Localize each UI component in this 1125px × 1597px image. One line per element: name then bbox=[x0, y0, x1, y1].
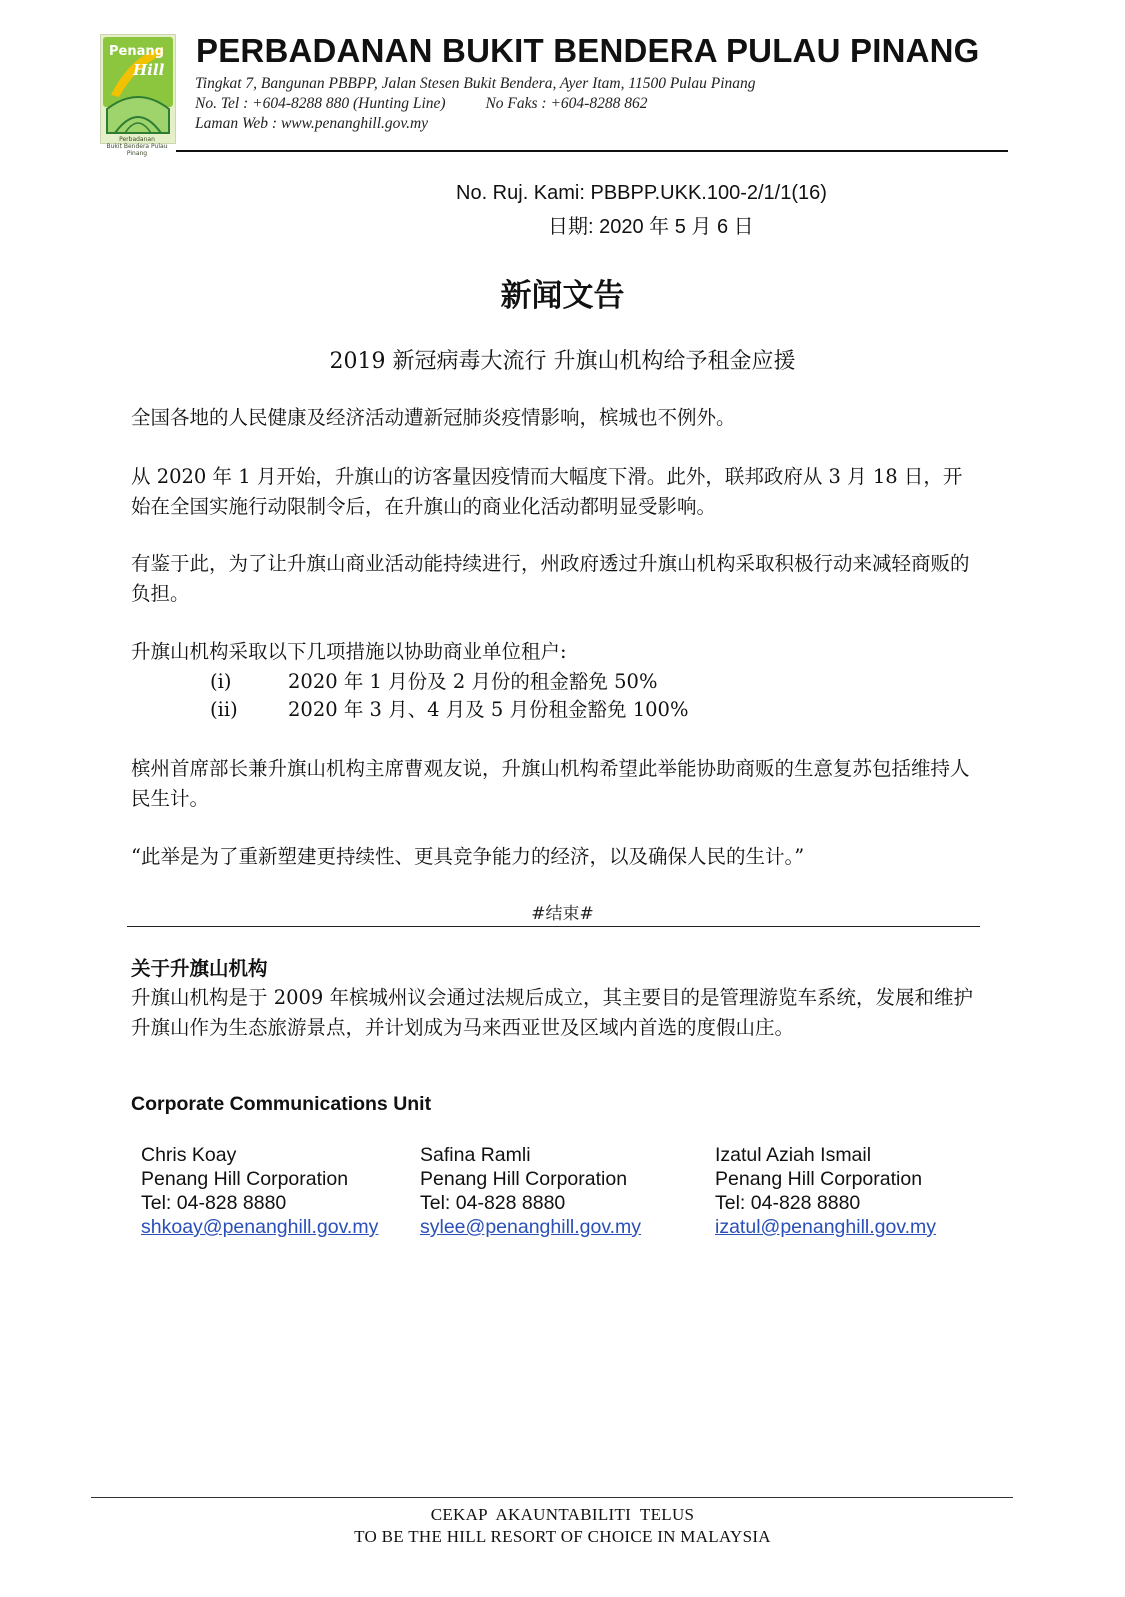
about-heading: 关于升旗山机构 bbox=[131, 957, 268, 980]
reference-number: No. Ruj. Kami: PBBPP.UKK.100-2/1/1(16) bbox=[456, 182, 827, 204]
letterhead-divider bbox=[176, 150, 1008, 152]
contact-email-link[interactable]: shkoay@penanghill.gov.my bbox=[141, 1216, 379, 1238]
contact-phone: Tel: 04-828 8880 bbox=[420, 1192, 566, 1214]
communications-unit-heading: Corporate Communications Unit bbox=[131, 1093, 432, 1115]
contact-organization: Penang Hill Corporation bbox=[141, 1168, 349, 1190]
contact-card bbox=[715, 1143, 936, 1239]
footer-motto: CEKAP AKAUNTABILITI TELUS bbox=[430, 1505, 695, 1524]
quote-paragraph: “此举是为了重新塑建更持续性、更具竞争能力的经济，以及确保人民的生计。” bbox=[131, 845, 805, 868]
list-item-text: 2020 年 1 月份及 2 月份的租金豁免 50% bbox=[288, 670, 658, 693]
contact-name: Chris Koay bbox=[141, 1144, 237, 1166]
contact-phone: Tel: 04-828 8880 bbox=[141, 1192, 287, 1214]
contact-organization: Penang Hill Corporation bbox=[420, 1168, 628, 1190]
contact-card bbox=[141, 1143, 378, 1239]
organization-name: PERBADANAN BUKIT BENDERA PULAU PINANG bbox=[196, 32, 980, 69]
end-mark: #结束# bbox=[531, 904, 594, 924]
logo-caption-2: Bukit Bendera Pulau Pinang bbox=[106, 143, 168, 157]
logo-word-2: Hill bbox=[133, 61, 165, 79]
address-line: Tingkat 7, Bangunan PBBPP, Jalan Stesen Bukit Bendera, Ayer Itam, 11500 Pulau Pinang bbox=[195, 75, 756, 92]
press-headline: 2019 新冠病毒大流行 升旗山机构给予租金应援 bbox=[329, 349, 796, 374]
paragraph-3: 有鉴于此，为了让升旗山商业活动能持续进行，州政府透过升旗山机构采取积极行动来减轻商贩的负担。 bbox=[131, 552, 970, 605]
about-text: 升旗山机构是于 2009 年槟城州议会通过法规后成立，其主要目的是管理游览车系统，发展和维护升旗山作为生态旅游景点，并计划成为马来西亚世及区域内首选的度假山庄。 bbox=[131, 986, 974, 1039]
contact-card bbox=[420, 1143, 641, 1239]
contact-name: Izatul Aziah Ismail bbox=[715, 1144, 872, 1166]
paragraph-1: 全国各地的人民健康及经济活动遭新冠肺炎疫情影响，槟城也不例外。 bbox=[131, 406, 736, 429]
list-item-number: (i) bbox=[210, 670, 232, 693]
contact-organization: Penang Hill Corporation bbox=[715, 1168, 923, 1190]
list-item-number: (ii) bbox=[210, 698, 238, 721]
list-item-text: 2020 年 3 月、4 月及 5 月份租金豁免 100% bbox=[288, 698, 689, 721]
contact-phone: Tel: 04-828 8880 bbox=[715, 1192, 861, 1214]
contact-email-link[interactable]: sylee@penanghill.gov.my bbox=[420, 1216, 642, 1238]
footer-vision: TO BE THE HILL RESORT OF CHOICE IN MALAYSIA bbox=[354, 1527, 771, 1546]
phone-number: No. Tel : +604-8288 880 (Hunting Line) bbox=[195, 95, 446, 112]
logo-caption bbox=[96, 136, 178, 157]
penang-hill-logo bbox=[100, 34, 176, 144]
logo-word-1: Penang bbox=[109, 44, 164, 59]
contact-email-link[interactable]: izatul@penanghill.gov.my bbox=[715, 1216, 937, 1238]
paragraph-2: 从 2020 年 1 月开始，升旗山的访客量因疫情而大幅度下滑。此外，联邦政府从 3 月 18 日，开始在全国实施行动限制令后，在升旗山的商业化活动都明显受影响。 bbox=[131, 465, 963, 518]
footer-divider bbox=[91, 1497, 1013, 1498]
section-divider bbox=[127, 926, 980, 927]
paragraph-4: 升旗山机构采取以下几项措施以协助商业单位租户: bbox=[131, 640, 567, 663]
document-date: 日期: 2020 年 5 月 6 日 bbox=[548, 216, 754, 238]
contact-phone-fax-line bbox=[195, 95, 647, 113]
logo-caption-1: Perbadanan bbox=[119, 136, 155, 143]
fax-number: No Faks : +604-8288 862 bbox=[485, 95, 648, 112]
paragraph-5: 槟州首席部长兼升旗山机构主席曹观友说，升旗山机构希望此举能协助商贩的生意复苏包括维持人民生计。 bbox=[131, 757, 970, 810]
website-line: Laman Web : www.penanghill.gov.my bbox=[195, 115, 429, 132]
document-title: 新闻文告 bbox=[500, 278, 625, 314]
contact-name: Safina Ramli bbox=[420, 1144, 531, 1166]
